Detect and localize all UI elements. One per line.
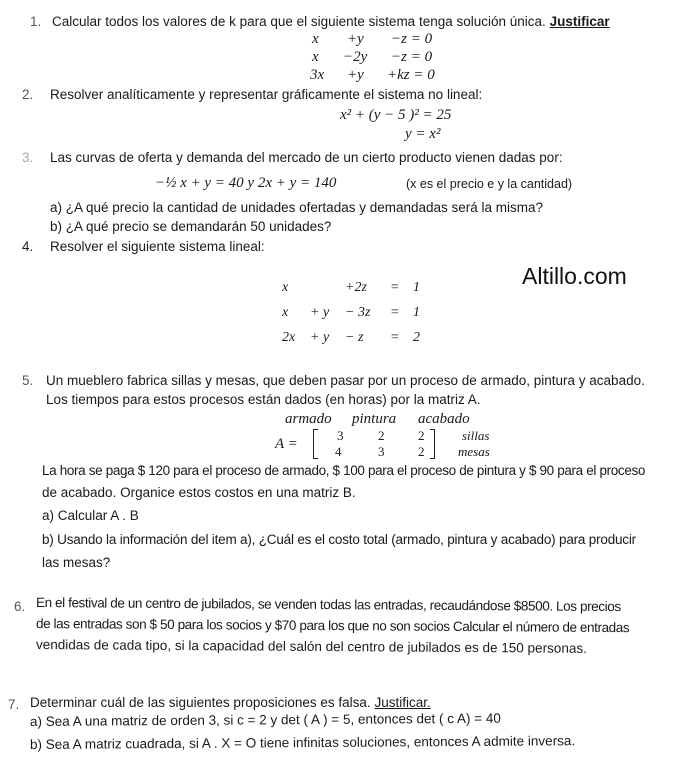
q4-r2c5: 1 (413, 305, 420, 320)
q5-col-acabado: acabado (418, 411, 470, 427)
q3-b: b) ¿A qué precio se demandarán 50 unidades? (50, 219, 332, 234)
q5-number: 5. (22, 373, 34, 388)
q4-r1c3: +2z (345, 280, 367, 295)
q5-m11: 3 (337, 428, 344, 443)
q4-r3c2: + y (310, 330, 330, 345)
q4-number: 4. (22, 239, 34, 254)
q4-r2c3: − 3z (345, 305, 371, 320)
q3-equations: −½ x + y = 40 y 2x + y = 140 (155, 175, 337, 191)
q5-line1: Un mueblero fabrica sillas y mesas, que deben pasar por un proceso de armado, pintura y acabado. (46, 373, 645, 388)
q1-r1c2: +y (347, 31, 364, 47)
q5-col-armado: armado (285, 411, 332, 427)
q6-number: 6. (14, 599, 26, 614)
q4-r3c1: 2x (282, 330, 296, 345)
q4-r3c4: = (390, 330, 400, 345)
q4-r1c4: = (390, 280, 400, 295)
q5-m22: 3 (378, 444, 385, 459)
q1-r3c1: 3x (310, 67, 325, 83)
q5-b2: las mesas? (42, 555, 111, 570)
q2-number: 2. (22, 87, 34, 102)
q4-r2c2: + y (310, 305, 330, 320)
q1-text (52, 14, 610, 30)
q1-r1c1: x (312, 31, 319, 47)
q5-col-pintura: pintura (352, 411, 397, 427)
matrix-left-bracket (313, 429, 318, 459)
q3-text: Las curvas de oferta y demanda del mercado de un cierto producto vienen dadas por: (50, 150, 563, 165)
q1-r2c3: −z = 0 (391, 49, 433, 65)
q2-eq2: y = x² (405, 126, 441, 142)
q4-r2c1: x (282, 305, 289, 320)
q4-r3c3: − z (345, 330, 364, 345)
q7-a: a) Sea A una matriz de orden 3, si c = 2 y det ( A ) = 5, entonces det ( c A) = 40 (29, 710, 501, 729)
q1-statement: Calcular todos los valores de k para que el siguiente sistema tenga solución única. (52, 14, 546, 29)
q5-row-sillas: sillas (462, 428, 490, 443)
q6-line3: vendidas de cada tipo, si la capacidad del salón del centro de jubilados es de 150 personas. (35, 637, 587, 656)
q1-r2c2: −2y (343, 49, 368, 65)
q5-m21: 4 (335, 444, 342, 459)
q1-number: 1. (30, 14, 42, 29)
watermark-logo: Altillo.com (522, 263, 627, 289)
q5-line4: de acabado. Organice estos costos en una matriz B. (42, 485, 356, 500)
q5-a: a) Calcular A . B (42, 508, 139, 523)
q5-matrix-label: A = (275, 436, 298, 452)
q5-b1: b) Usando la información del item a), ¿Cuál es el costo total (armado, pintura y acabado) para producir (42, 532, 636, 547)
q3-note: (x es el precio e y la cantidad) (406, 177, 573, 191)
q4-r1c5: 1 (413, 280, 420, 295)
q5-m23: 2 (418, 444, 425, 459)
q3-a: a) ¿A qué precio la cantidad de unidades ofertadas y demandadas será la misma? (50, 200, 544, 215)
q1-r3c3: +kz = 0 (387, 67, 435, 83)
q6-line2: de las entradas son $ 50 para los socios y $70 para los que no son socios Calcular el número de entradas (35, 616, 630, 636)
q7-number: 7. (8, 697, 20, 712)
q3-number: 3. (22, 150, 34, 165)
q2-text: Resolver analíticamente y representar gráficamente el sistema no lineal: (50, 87, 483, 102)
q7-justify: Justificar. (374, 695, 431, 710)
q5-line2: Los tiempos para estos procesos están dados (en horas) por la matriz A. (46, 392, 481, 407)
q4-text: Resolver el siguiente sistema lineal: (50, 239, 265, 254)
q1-justify: Justificar (549, 14, 610, 29)
matrix-right-bracket (430, 429, 435, 459)
q4-r3c5: 2 (413, 330, 420, 345)
q5-m13: 2 (418, 428, 425, 443)
q4-r1c1: x (282, 280, 289, 295)
q7-text (30, 695, 431, 711)
q4-r2c4: = (390, 305, 400, 320)
q2-eq1: x² + (y − 5 )² = 25 (340, 107, 452, 123)
q1-r3c2: +y (347, 67, 364, 83)
q7-b: b) Sea A matriz cuadrada, si A . X = O tiene infinitas soluciones, entonces A admite inversa. (29, 733, 576, 752)
q7-statement: Determinar cuál de las siguientes proposiciones es falsa. (30, 695, 371, 710)
q1-r2c1: x (312, 49, 319, 65)
q5-line3: La hora se paga $ 120 para el proceso de armado, $ 100 para el proceso de pintura y $ 90 para el proceso (42, 463, 646, 478)
q5-m12: 2 (378, 428, 385, 443)
q5-row-mesas: mesas (458, 444, 490, 459)
q1-r1c3: −z = 0 (391, 31, 433, 47)
q6-line1: En el festival de un centro de jubilados, se venden todas las entradas, recaudándose $8500. Los precios (35, 595, 621, 615)
